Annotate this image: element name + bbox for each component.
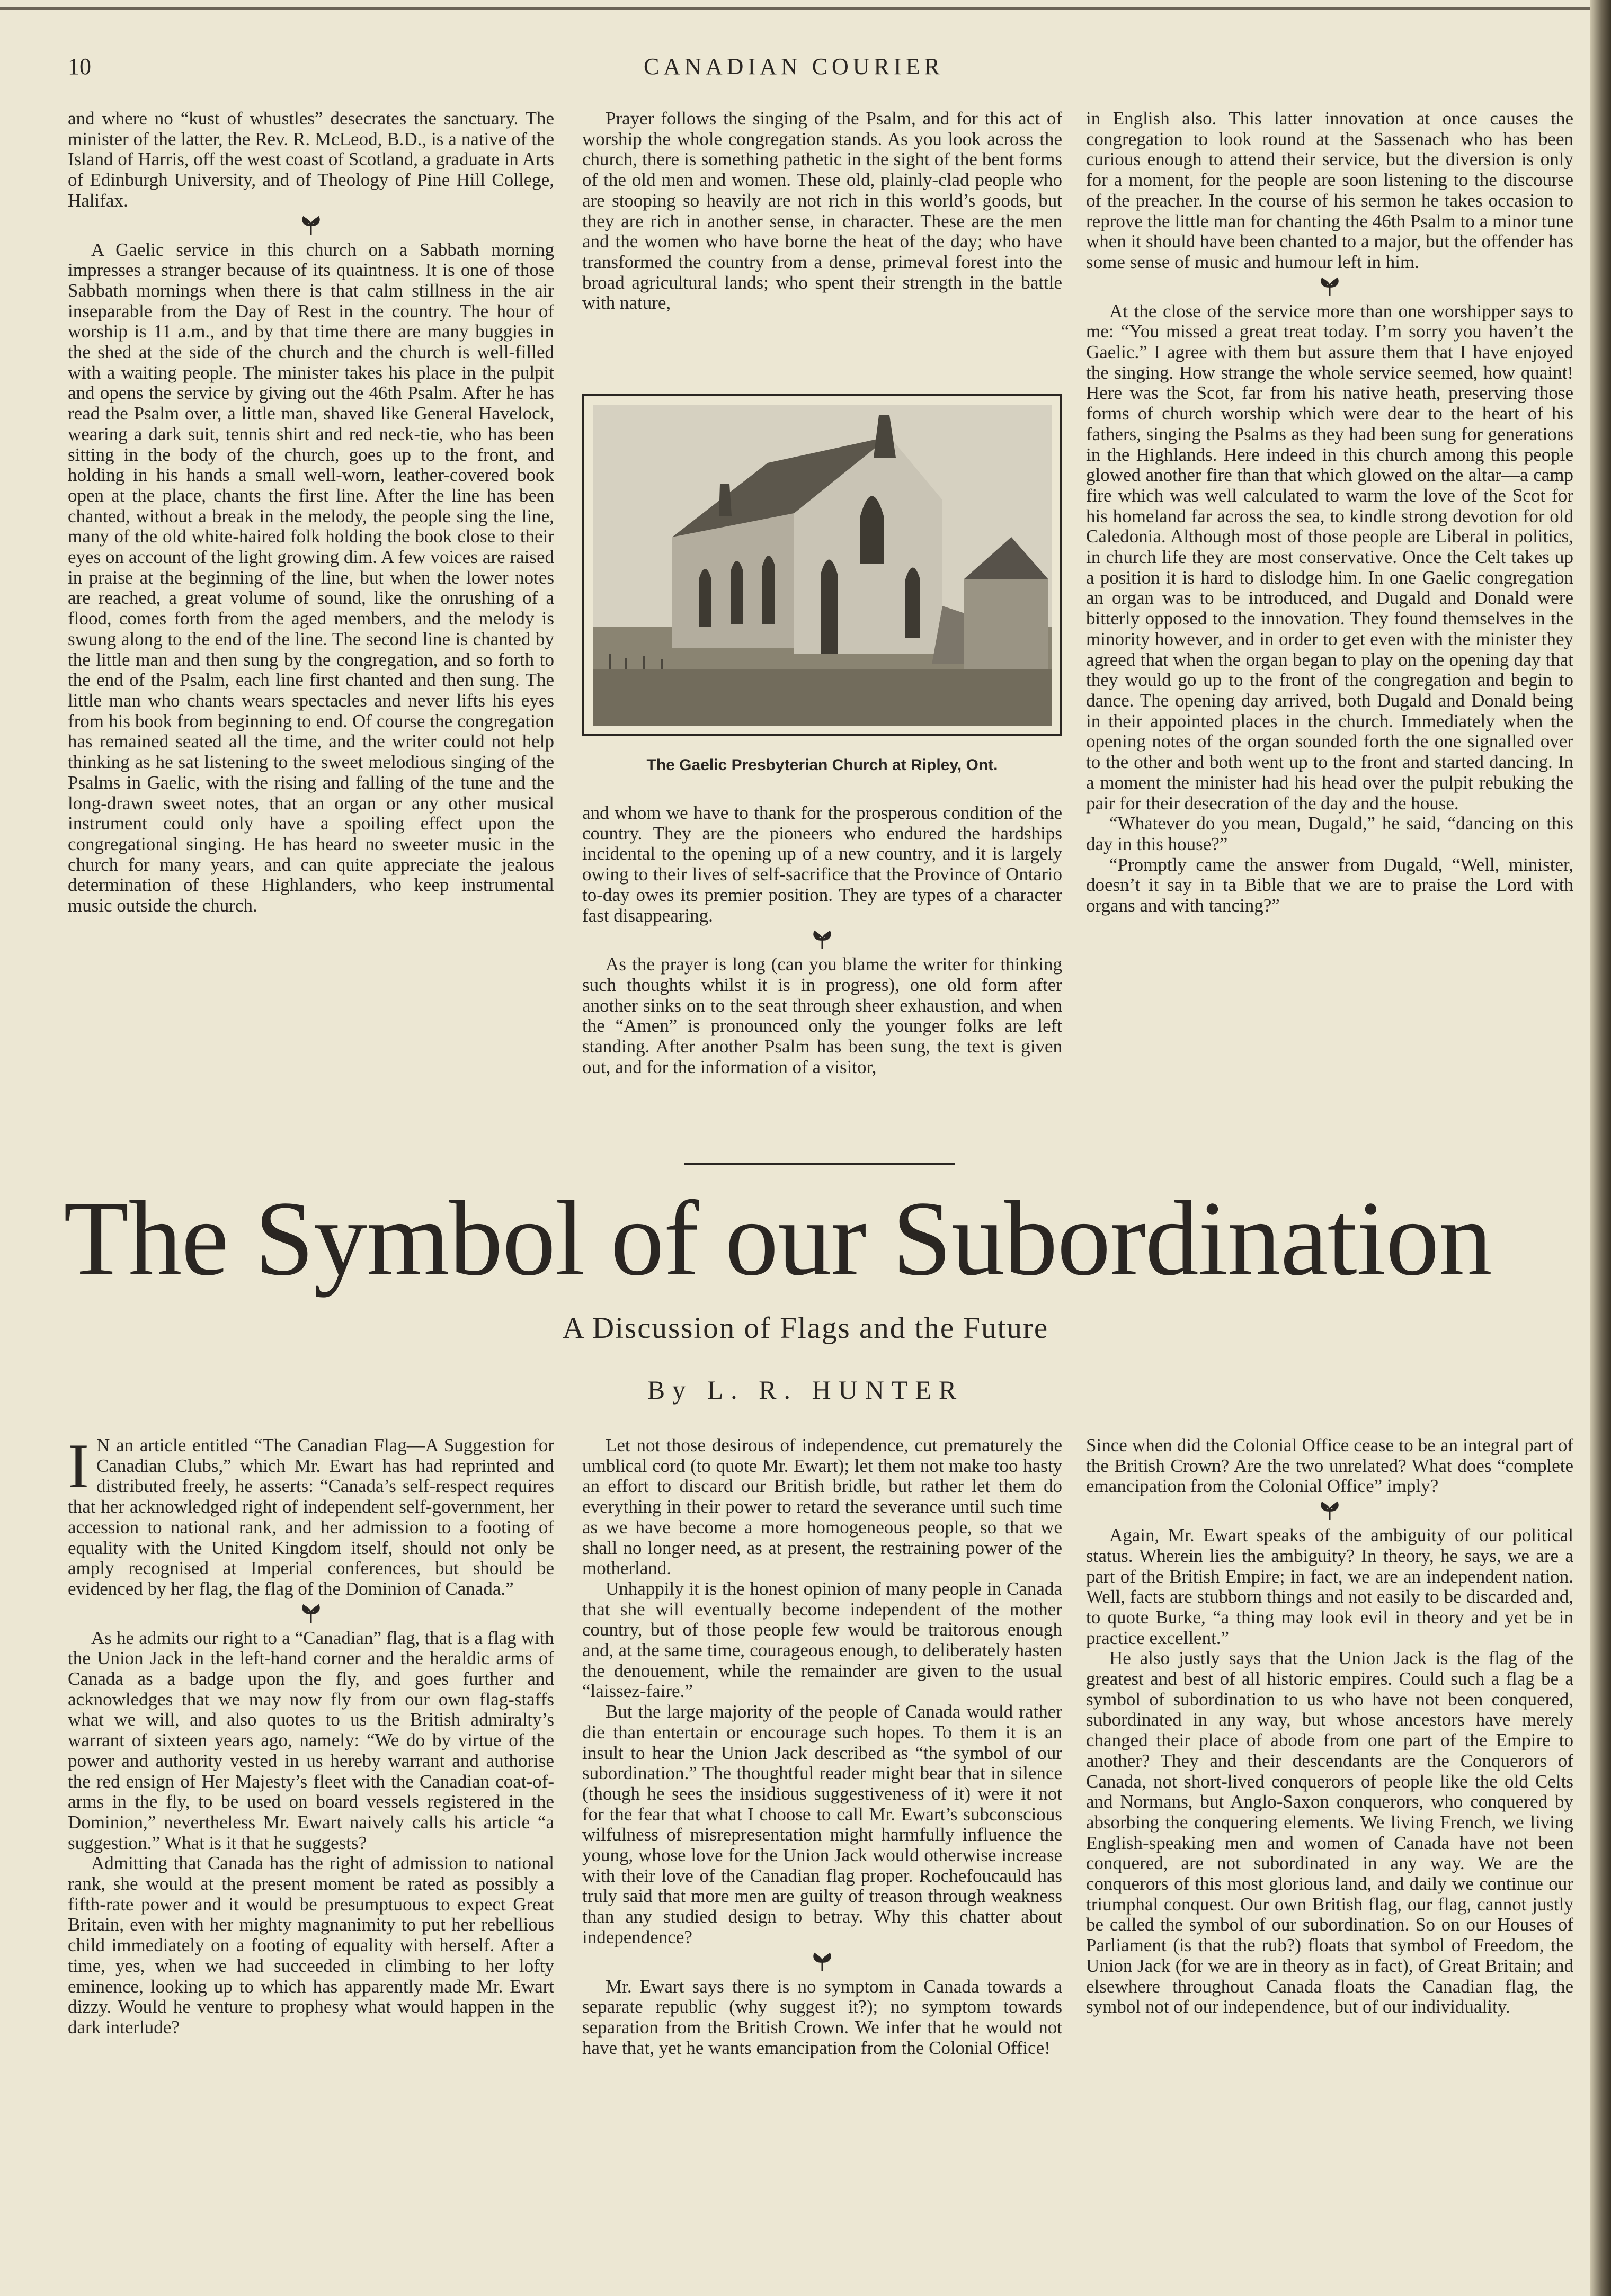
paragraph: Again, Mr. Ewart speaks of the ambiguity of our political status. Wherein lies the ambiguity? In theory, he says, we are a part of the British Empire; in fact, we are an independent nation. Well, facts are stubborn things and not easily to be discarded and, to quote Burke, “a thing may look evil in theory and yet be in practice excellent.” (1086, 1525, 1573, 1648)
photo-caption: The Gaelic Presbyterian Church at Ripley, Ont. (646, 756, 998, 774)
article-subtitle: A Discussion of Flags and the Future (562, 1311, 1049, 1345)
paragraph-text: N an article entitled “The Canadian Flag—A Suggestion for Canadian Clubs,” which Mr. Ewart has had reprinted and distributed freely, he asserts: “Canada’s self-respect requires that her acknowledged right of independent self-government, her accession to national rank, and her admission to a footing of equality with the United Kingdom itself, should not only be amply recognised at Imperial conferences, but should be evidenced by her flag, the flag of the Dominion of Canada.” (68, 1435, 554, 1599)
paragraph: Admitting that Canada has the right of admission to national rank, she would at the present moment be rated as possibly a fifth-rate power and it would be presumptuous to expect Great Britain, even with her mighty magnanimity to put her rebellious child immediately on a footing of equality with herself. After a time, yes, when we had succeeded in climbing to her lofty eminence, looking up to which has apparently made Mr. Ewart dizzy. Would he venture to prophesy what would happen in the dark interlude? (68, 1853, 554, 2038)
paragraph: But the large majority of the people of Canada would rather die than entertain or encourage such hopes. To them it is an insult to hear the Union Jack described as “the symbol of our subordination.” The thoughtful reader might bear that in silence (though he sees the insidious suggestiveness of it) were it not for the fear that what I choose to call Mr. Ewart’s subconscious wilfulness of misrepresentation might harmfully influence the young, whose love for the Union Jack would otherwise increase with their love of the Canadian flag proper. Rochefoucauld has truly said that more men are guilty of treason through weakness than any studied design to betray. Why this chatter about independence? (582, 1701, 1062, 1947)
leaf-ornament-icon (1086, 1497, 1573, 1525)
upper-column-1 (68, 109, 554, 916)
article-byline: By L. R. HUNTER (647, 1375, 964, 1405)
paragraph: Unhappily it is the honest opinion of many people in Canada that she will eventually become independent of the mother country, but of those people few would be traitorous enough and, at the same time, courageous enough, to deliberately hasten the denouement, while the remainder are given to the usual “laissez-faire.” (582, 1578, 1062, 1702)
upper-column-2-bottom (582, 803, 1062, 1077)
binding-edge (1590, 0, 1611, 2296)
upper-column-2-top (582, 109, 1062, 314)
paragraph: in English also. This latter innovation at once causes the congregation to look round at the Sassenach who has been curious enough to attend their service, but the diversion is only for a moment, for the people are soon listening to the discourse of the preacher. In the course of his sermon he takes occasion to reprove the little man for chanting the 46th Psalm to a minor tune when it should have been chanted to a major, but the offender has some sense of music and humour left in him. (1086, 108, 1573, 272)
upper-column-3 (1086, 109, 1573, 916)
paragraph: As the prayer is long (can you blame the writer for thinking such thoughts whilst it is in progress), one old form after another sinks on to the seat through sheer exhaustion, and when the “Amen” is pronounced only the younger folks are left standing. After another Psalm has been sung, the text is given out, and for the information of a visitor, (582, 954, 1062, 1077)
section-divider (684, 1163, 955, 1165)
paragraph: At the close of the service more than one worshipper says to me: “You missed a great treat today. I’m sorry you haven’t the Gaelic.” I agree with them but assure them that I have enjoyed the singing. How strange the whole service seemed, how quaint! Here was the Scot, far from his native heath, preserving those forms of church worship which were dear to the heart of his fathers, singing the Psalms as they had been sung for generations in the Highlands. Here indeed in this church among this people glowed another fire than that which glowed on the altar—a camp fire which was well calculated to warm the love of the Scot for his homeland far across the sea, to kindle strong devotion for old Caledonia. Although most of those people are Liberal in politics, in church life they are most conservative. Once the Celt takes up a position it is hard to dislodge him. In one Gaelic congregation an organ was to be introduced, and Dugald and Donald were bitterly opposed to the innovation. They found themselves in the minority however, and in order to get even with the minister they agreed that when the organ began to play on the opening day that they would go up to the front of the congregation and begin to dance. The opening day arrived, both Dugald and Donald being in their appointed places in the church. Immediately when the opening notes of the organ sounded forth the one signalled over to the other and both went up to the front and started dancing. In a moment the minister had his head over the pulpit rebuking the pair for their desecration of the day and the house. (1086, 300, 1573, 814)
paragraph (68, 1431, 554, 1600)
article-column-3 (1086, 1435, 1573, 2017)
leaf-ornament-icon (68, 211, 554, 240)
leaf-ornament-icon (582, 926, 1062, 954)
article-title: The Symbol of our Subordination (64, 1179, 1492, 1298)
paragraph: Mr. Ewart says there is no symptom in Canada towards a separate republic (why suggest it?); no symptom towards separation from the British Crown. We infer that he would not have that, yet he wants emancipation from the Colonial Office! (582, 1976, 1062, 2058)
article-column-2 (582, 1435, 1062, 2058)
top-rule (0, 7, 1611, 10)
paragraph: and whom we have to thank for the prosperous condition of the country. They are the pioneers who endured the hardships incidental to the opening up of a new country, and it is largely owing to their lives of self-sacrifice that the Province of Ontario to-day owes its premier position. They are types of a character fast disappearing. (582, 802, 1062, 926)
paragraph: “Whatever do you mean, Dugald,” he said, “dancing on this day in this house?” (1086, 813, 1573, 854)
page-number: 10 (68, 53, 91, 79)
paragraph: “Promptly came the answer from Dugald, “Well, minister, doesn’t it say in ta Bible that we are to praise the Lord with organs and with tancing?” (1086, 854, 1573, 916)
paragraph: and where no “kust of whustles” desecrates the sanctuary. The minister of the latter, the Rev. R. McLeod, B.D., is a native of the Island of Harris, off the west coast of Scotland, a graduate in Arts of Edinburgh University, and of Theology of Pine Hill College, Halifax. (68, 108, 554, 211)
paragraph: As he admits our right to a “Canadian” flag, that is a flag with the Union Jack in the left-hand corner and the heraldic arms of Canada as a badge upon the fly, and goes further and acknowledges that we may now fly from our own flag-staffs what we will, and also quotes to us the British admiralty’s warrant of sixteen years ago, namely: “We do by virtue of the power and authority vested in us hereby warrant and authorise the red ensign of Her Majesty’s fleet with the Canadian coat-of-arms in the fly, to be used on board vessels registered in the Dominion,” nevertheless Mr. Ewart naively calls his article “a suggestion.” What is it that he suggests? (68, 1627, 554, 1853)
paragraph: Let not those desirous of independence, cut prematurely the umblical cord (to quote Mr. Ewart); let them not make too hasty an effort to discard our British bridle, but rather let them do everything in their power to retard the severance until such time as we have become a more homogeneous people, so that we shall no longer need, as at present, the restraining power of the motherland. (582, 1435, 1062, 1579)
leaf-ornament-icon (1086, 273, 1573, 301)
paragraph: He also justly says that the Union Jack is the flag of the greatest and best of all historic empires. Could such a flag be a symbol of subordination to us who have not been conquered, subordinated in any way, but whose ancestors have merely changed their place of abode from one part of the Empire to another? They and their descendants are the Conquerors of Canada, not short-lived conquerors of people like the old Celts and Normans, but Anglo-Saxon conquerors, who conquered by absorbing the conquering elements. We living French, we living English-speaking men and women of Canada have not been conquered, are not subordinated in any way. We are the conquerors of this most glorious land, and daily we continue our triumphal conquest. Our own British flag, our flag, cannot justly be called the symbol of our subordination. So on our Houses of Parliament (is that the rub?) floats that symbol of Freedom, the Union Jack (for we are in theory as in fact), of Great Britain; and elsewhere throughout Canada floats the Canadian flag, the symbol not of our independence, but of our individuality. (1086, 1648, 1573, 2017)
paragraph: Prayer follows the singing of the Psalm, and for this act of worship the whole congregation stands. As you look across the church, there is something pathetic in the sight of the bent forms of the old men and women. These old, plainly-clad people who are stooping so heavily are not rich in this world’s goods, but they are rich in another sense, in character. These are the men and the women who have borne the heat of the day; who have transformed the country from a dense, primeval forest into the broad agricultural lands; who spent their strength in the battle with nature, (582, 108, 1062, 314)
drop-cap: I (68, 1431, 89, 1501)
leaf-ornament-icon (68, 1600, 554, 1628)
running-head: CANADIAN COURIER (644, 53, 944, 79)
leaf-ornament-icon (582, 1948, 1062, 1977)
paragraph: A Gaelic service in this church on a Sabbath morning impresses a stranger because of its quaintness. It is one of those Sabbath mornings when there is that calm stillness in the air inseparable from the Day of Rest in the country. The hour of worship is 11 a.m., and by that time there are many buggies in the shed at the side of the church and the church is well-filled with a waiting people. The minister takes his place in the pulpit and opens the service by giving out the 46th Psalm. After he has read the Psalm over, a little man, shaved like General Havelock, wearing a dark suit, tennis shirt and red neck-tie, who has been sitting in the body of the church, goes up to the front, and holding in his hands a small well-worn, leather-covered book open at the place, chants the first line. After the line has been chanted, without a break in the melody, the people sing the line, many of the old white-haired folk holding the book close to their eyes on account of the light growing dim. A few voices are raised in praise at the beginning of the line, but when the lower notes are reached, a great volume of sound, like the onrushing of a flood, comes forth from the aged members, and the melody is swung along to the end of the line. The second line is chanted by the little man and then sung by the congregation, and so forth to the end of the Psalm, each line first chanted and then sung. The little man who chants wears spectacles and never lifts his eyes from his book from beginning to end. Of course the congregation has remained seated all the time, and the writer could not help thinking as he sat listening to the sweet melodious singing of the Psalms in Gaelic, with the rising and falling of the tune and the long-drawn sweet notes, that an organ or any other musical instrument could only have a spoiling effect upon the congregational singing. He has heard no sweeter music in the church for many years, and can quite appreciate the jealous determination of these Highlanders, who keep instrumental music outside the church. (68, 239, 554, 916)
paragraph: Since when did the Colonial Office cease to be an integral part of the British Crown? Are the two unrelated? What does “complete emancipation from the Colonial Office” imply? (1086, 1435, 1573, 1497)
church-photo (582, 394, 1062, 736)
article-column-1 (68, 1431, 554, 2038)
